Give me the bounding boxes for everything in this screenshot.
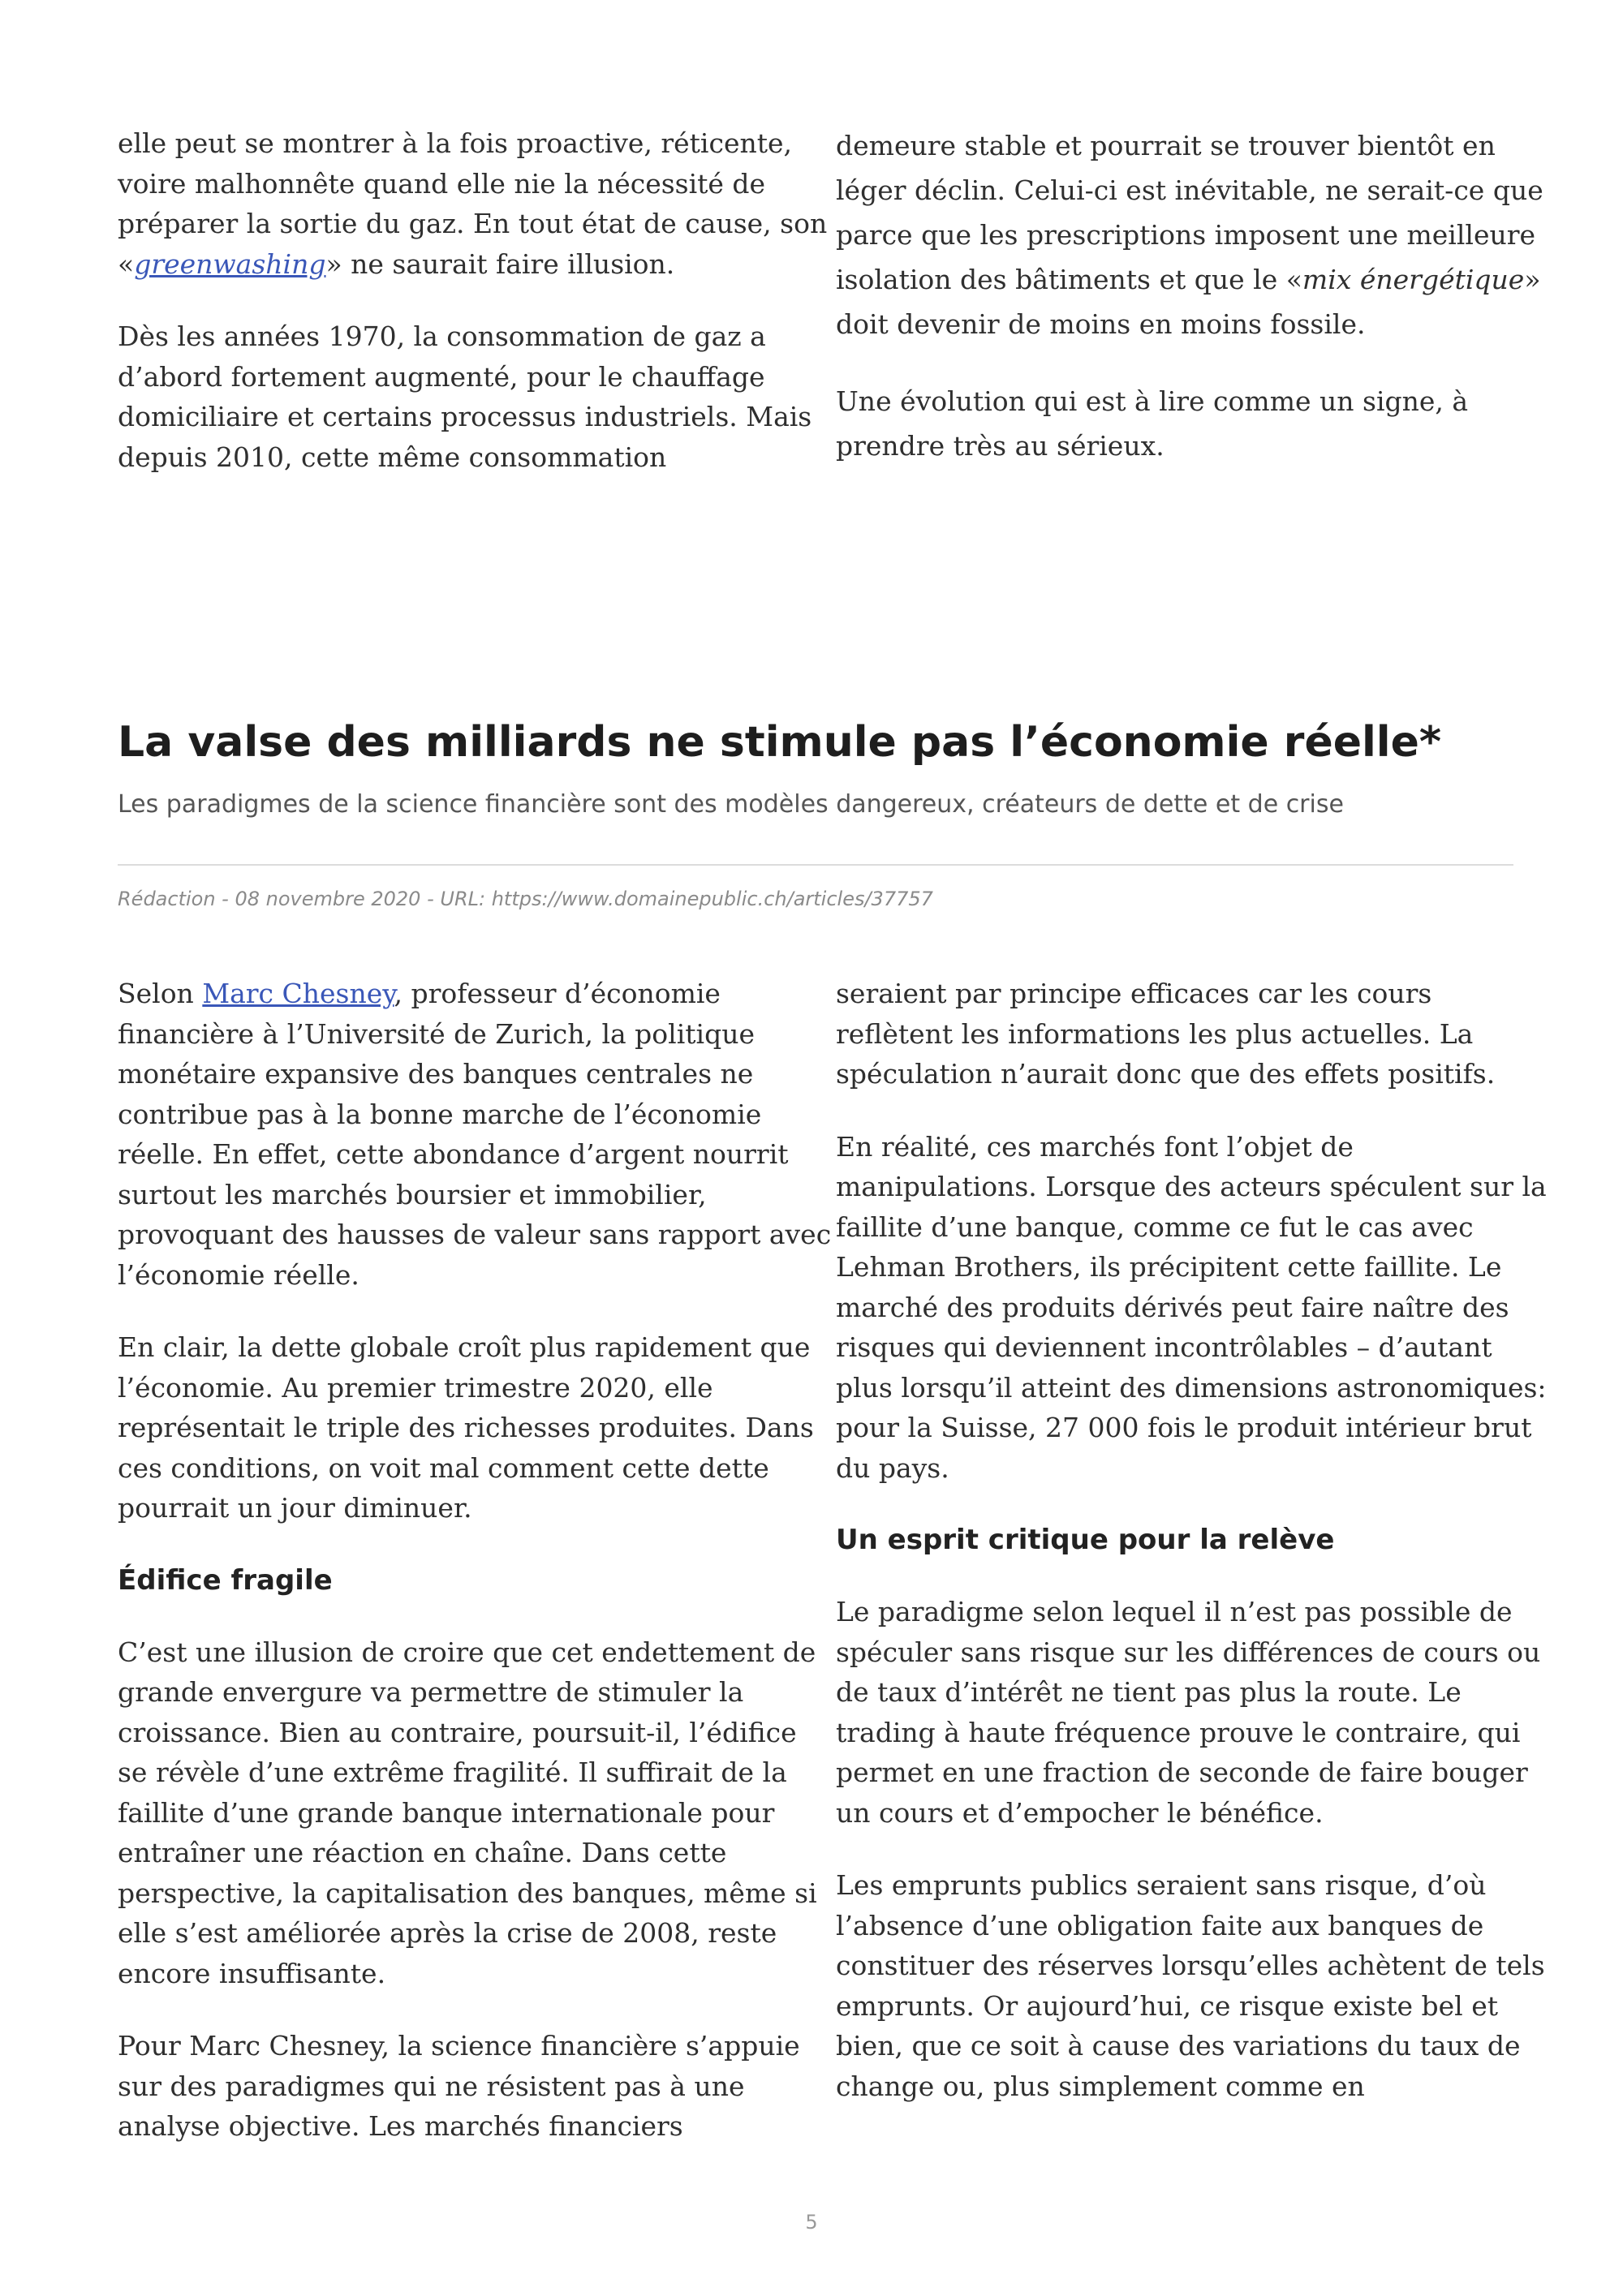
text-span: Selon [118,978,203,1009]
paragraph: Le paradigme selon lequel il n’est pas possible de spéculer sans risque sur les différences de cours ou de taux d’intérêt ne tient pas plus la route. Le trading à haute fréquence prouve le contraire, qui permet en une fraction de seconde de faire bouger un cours et d’empocher le bénéfice. [836,1596,1541,1829]
divider [118,864,1513,866]
article-subtitle: Les paradigmes de la science financière sont des modèles dangereux, créateurs de dette et de crise [118,790,1344,819]
paragraph: Une évolution qui est à lire comme un signe, à prendre très au sérieux. [836,385,1469,462]
article-meta: Rédaction - 08 novembre 2020 - URL: https://www.domainepublic.ch/articles/37757 [118,888,933,910]
top-right-column [836,123,1550,501]
text-span: elle peut se montrer à la fois proactive, réticente, voire malhonnête quand elle nie la nécessité de préparer la sortie du gaz. En tout état de cause, son « [118,127,828,280]
section-heading: Édifice fragile [118,1563,333,1597]
article-right-column [836,974,1550,2139]
link-text: greenwashing [134,247,326,280]
section-heading: Un esprit critique pour la relève [836,1524,1335,1556]
paragraph [118,974,832,1295]
paragraph [836,123,1550,346]
paragraph: En clair, la dette globale croît plus rapidement que l’économie. Au premier trimestre 2020, elle représentait le triple des richesses produites. Dans ces conditions, on voit mal comment cette dette pourrait un jour diminuer. [118,1331,814,1524]
paragraph: C’est une illusion de croire que cet endettement de grande envergure va permettre de stimuler la croissance. Bien au contraire, poursuit-il, l’édifice se révèle d’une extrême fragilité. Il suffirait de la faillite d’une grande banque internationale pour entraîner une réaction en chaîne. Dans cette perspective, la capitalisation des banques, même si elle s’est améliorée après la crise de 2008, reste encore insuffisante. [118,1636,817,1989]
paragraph: Les emprunts publics seraient sans risque, d’où l’absence d’une obligation faite aux banques de constituer des réserves lorsqu’elles achètent de tels emprunts. Or aujourd’hui, ce risque existe bel et bien, que ce soit à cause des variations du taux de change ou, plus simplement comme en [836,1869,1545,2102]
page-number: 5 [805,2211,818,2234]
paragraph: En réalité, ces marchés font l’objet de manipulations. Lorsque des acteurs spéculent sur la faillite d’une banque, comme ce fut le cas avec Lehman Brothers, ils précipitent cette faillite. Le marché des produits dérivés peut faire naître des risques qui deviennent incontrôlables – d’autant plus lorsqu’il atteint des dimensions astronomiques: pour la Suisse, 27 000 fois le produit intérieur brut du pays. [836,1130,1547,1484]
paragraph: Pour Marc Chesney, la science financière s’appuie sur des paradigmes qui ne résistent pas à une analyse objective. Les marchés financiers [118,2030,800,2142]
text-span: , professeur d’économie financière à l’Université de Zurich, la politique monétaire expansive des banques centrales ne contribue pas à la bonne marche de l’économie réelle. En effet, cette abondance d’argent nourrit surtout les marchés boursier et immobilier, provoquant des hausses de valeur sans rapport avec l’économie réelle. [118,978,832,1291]
text-span: demeure stable et pourrait se trouver bientôt en léger déclin. Celui-ci est inévitable, ne serait-ce que parce que les prescriptions imposent une meilleure isolation des bâtiments et que le « [836,130,1543,295]
emphasis-text: mix énergétique [1302,264,1525,295]
top-left-column [118,123,832,510]
paragraph [118,123,832,284]
article-left-column [118,974,832,2179]
paragraph: seraient par principe efficaces car les cours reflètent les informations les plus actuelles. La spéculation n’aurait donc que des effets positifs. [836,978,1496,1090]
article-title: La valse des milliards ne stimule pas l’économie réelle* [118,718,1442,767]
greenwashing-link[interactable] [134,248,325,280]
text-span: » doit devenir de moins en moins fossile. [836,264,1541,340]
text-span: » ne saurait faire illusion. [325,247,675,280]
marc-chesney-link[interactable]: Marc Chesney [202,978,394,1009]
paragraph: Dès les années 1970, la consommation de gaz a d’abord fortement augmenté, pour le chauffage domiciliaire et certains processus industriels. Mais depuis 2010, cette même consommation [118,320,812,473]
